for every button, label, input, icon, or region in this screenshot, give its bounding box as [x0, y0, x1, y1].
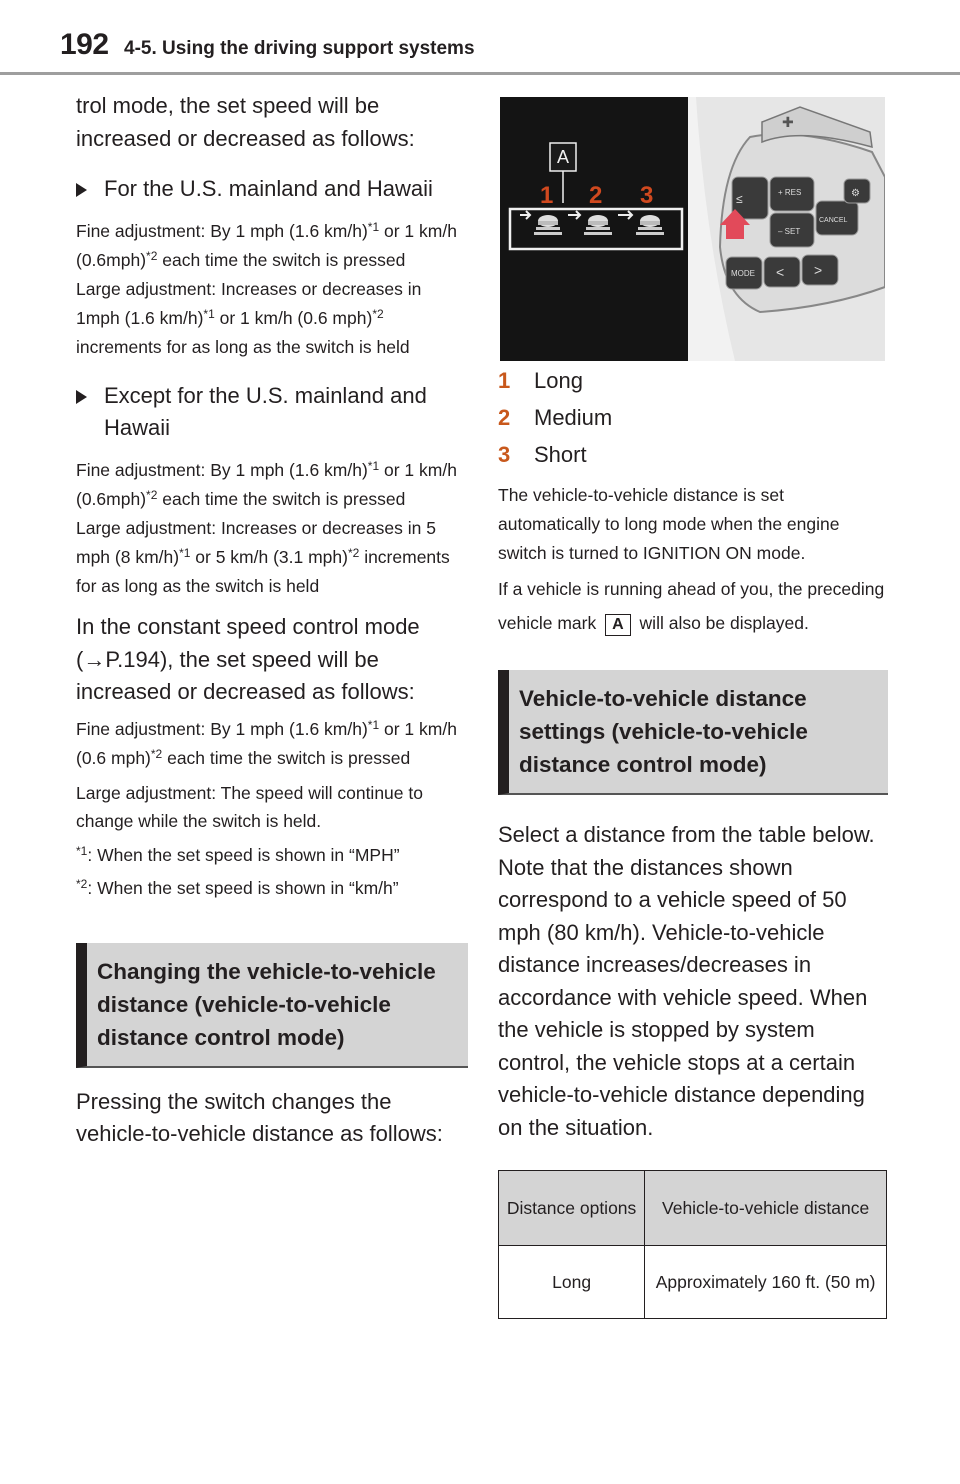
distance-table [498, 1170, 887, 1319]
bullet-us-mainland: For the U.S. mainland and Hawaii [76, 173, 468, 205]
table-cell: Long [499, 1246, 645, 1319]
page-number: 192 [60, 28, 109, 61]
figure-label-a: A [556, 147, 570, 167]
svg-text:≤: ≤ [736, 192, 743, 206]
steering-switch-figure [500, 97, 885, 361]
svg-text:✚: ✚ [782, 114, 794, 130]
footnote-2: $^{*2}$: When the set speed is shown in “km/h” [76, 876, 399, 898]
svg-text:>: > [814, 262, 823, 278]
fine-adjustment-constant: Fine adjustment: By 1 mph (1.6 km/h)$^{*1}$ or 1 km/h (0.6 mph)$^{*2}$ each time the switch is pressed [76, 717, 457, 768]
right-column [498, 362, 888, 1319]
header-rule [0, 72, 960, 75]
page-header [0, 0, 960, 74]
steering-wheel-illustration [500, 97, 885, 361]
pressing-paragraph: Pressing the switch changes the vehicle-to-vehicle distance as follows: [76, 1088, 443, 1146]
intro-paragraph: trol mode, the set speed will be increased or decreased as follows: [76, 93, 415, 151]
large-adjustment-constant: Large adjustment: The speed will continue to change while the switch is held. [76, 782, 423, 831]
figure-mark-1: 1 [540, 182, 554, 209]
preceding-vehicle-note: If a vehicle is running ahead of you, the preceding vehicle mark A will also be displayed. [498, 572, 888, 640]
svg-text:<: < [776, 264, 785, 280]
distance-mode-list [498, 362, 888, 473]
triangle-bullet-icon [76, 390, 87, 404]
fine-adjustment-us: Fine adjustment: By 1 mph (1.6 km/h)$^{*1}$ or 1 km/h $(0.6mph)^{*2}$ each time the switch is pressed [76, 220, 457, 270]
left-column [76, 90, 468, 1151]
constant-speed-paragraph: In the constant speed control mode (→P.194), the set speed will be increased or decreased as follows: [76, 614, 420, 704]
select-distance-paragraph: Select a distance from the table below. Note that the distances shown correspond to a vehicle speed of 50 mph (80 km/h). Vehicle-to-vehicle distance increases/decreases in accordance with vehicle speed. When the vehicle is stopped by system control, the vehicle stops at a certain vehicle-to-vehicle distance depending on the situation. [498, 822, 875, 1140]
svg-text:+ RES: + RES [778, 188, 802, 197]
auto-long-note: The vehicle-to-vehicle distance is set automatically to long mode when the engine switch is turned to IGNITION ON mode. [498, 485, 840, 563]
list-item: 3 Short [498, 442, 587, 467]
table-header: Distance options [499, 1171, 645, 1246]
triangle-bullet-icon [76, 183, 87, 197]
large-adjustment-other: Large adjustment: Increases or decreases in 5 mph (8 km/h)$^{*1}$ or 5 km/h (3.1 mph)$^{*2}$ increments for as long as the switch is held [76, 518, 450, 596]
svg-text:MODE: MODE [731, 269, 755, 278]
large-adjustment-us: Large adjustment: Increases or decreases in 1mph (1.6 km/h)$^{*1}$ or 1 km/h (0.6 mph)$^{*2}$ increments for as long as the switch is held [76, 279, 422, 357]
section-title: 4-5. Using the driving support systems [124, 38, 475, 59]
table-header: Vehicle-to-vehicle distance [645, 1171, 887, 1246]
table-cell: Approximately 160 ft. (50 m) [645, 1246, 887, 1319]
bullet-except-us: Except for the U.S. mainland and Hawaii [76, 380, 468, 444]
svg-text:⚙: ⚙ [851, 188, 860, 199]
section-box-changing-distance: Changing the vehicle-to-vehicle distance (vehicle-to-vehicle distance control mode) [76, 943, 468, 1068]
section-box-distance-settings: Vehicle-to-vehicle distance settings (vehicle-to-vehicle distance control mode) [498, 670, 888, 795]
figure-mark-3: 3 [640, 182, 654, 209]
svg-text:– SET: – SET [778, 227, 801, 236]
table-row [499, 1246, 887, 1319]
svg-text:CANCEL: CANCEL [819, 217, 848, 224]
list-item: 1 Long [498, 368, 583, 393]
fine-adjustment-other: Fine adjustment: By 1 mph (1.6 km/h)$^{*1}$ or 1 km/h $(0.6mph)^{*2}$ each time the switch is pressed [76, 459, 457, 509]
footnote-1: $^{*1}$: When the set speed is shown in “MPH” [76, 843, 400, 865]
figure-mark-2: 2 [589, 182, 603, 209]
list-item: 2 Medium [498, 405, 613, 430]
label-a-badge: A [605, 614, 631, 636]
